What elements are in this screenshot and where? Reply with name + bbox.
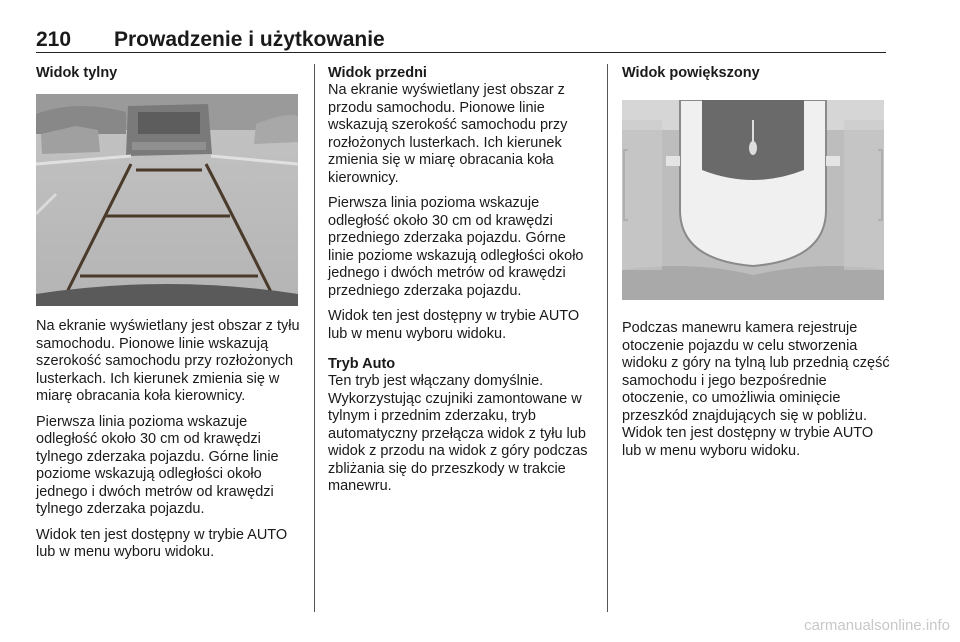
column-rear-view — [36, 64, 300, 570]
column-divider — [314, 64, 315, 612]
section-heading-rear-view: Widok tylny — [36, 65, 118, 81]
paragraph: Na ekranie wyświetlany jest obszar z tyłu samochodu. Pionowe linie wskazują szerokość samochodu przy rozłożonych lusterkach. Ich kierunek zmienia się w miarę obracania koła kierownicy. — [36, 318, 300, 404]
paragraph: Na ekranie wyświetlany jest obszar z przodu samochodu. Pionowe linie wskazują szerokość samochodu przy rozłożonych lusterkach. Ich kierunek zmienia się w miarę obracania koła kierownicy. — [328, 82, 568, 186]
column-zoom-view — [622, 64, 890, 468]
paragraph: Widok ten jest dostępny w trybie AUTO lub w menu wyboru widoku. — [36, 526, 288, 560]
column-front-view — [328, 64, 594, 504]
paragraph: Widok ten jest dostępny w trybie AUTO lub w menu wyboru widoku. — [328, 308, 580, 342]
page-header — [36, 28, 886, 53]
paragraph: Pierwsza linia pozioma wskazuje odległość około 30 cm od krawędzi przedniego zderzaka pojazdu. Górne linie poziome wskazują odległości około jednego i dwóch metrów od krawędzi przedniego zderzaka pojazdu. — [328, 195, 584, 299]
top-view-camera-illustration — [622, 100, 884, 300]
column-divider — [607, 64, 608, 612]
section-heading-zoom-view: Widok powiększony — [622, 65, 760, 81]
paragraph: Podczas manewru kamera rejestruje otoczenie pojazdu w celu stworzenia widoku z góry na tylną lub przednią część samochodu i jego bezpośrednie otoczenie, co umożliwia ominięcie przeszkód znajdujących się w pobliżu. Widok ten jest dostępny w trybie AUTO lub w menu wyboru widoku. — [622, 320, 890, 459]
section-heading-front-view: Widok przedni — [328, 65, 427, 81]
rear-camera-illustration — [36, 94, 298, 306]
paragraph: Ten tryb jest włączany domyślnie. Wykorzystując czujniki zamontowane w tylnym i przednim zderzaku, tryb automatyczny przełącza widok z tyłu lub widok z przodu na widok z góry podczas zbliżania się do przeszkody w trakcie manewru. — [328, 373, 588, 494]
chapter-title: Prowadzenie i użytkowanie — [114, 28, 385, 51]
section-heading-auto-mode: Tryb Auto — [328, 356, 396, 372]
paragraph: Pierwsza linia pozioma wskazuje odległość około 30 cm od krawędzi tylnego zderzaka pojazdu. Górne linie poziome wskazują odległości około jednego i dwóch metrów od krawędzi tylnego zderzaka pojazdu. — [36, 413, 279, 517]
page-number: 210 — [36, 28, 72, 51]
watermark: carmanualsonline.info — [804, 617, 950, 634]
